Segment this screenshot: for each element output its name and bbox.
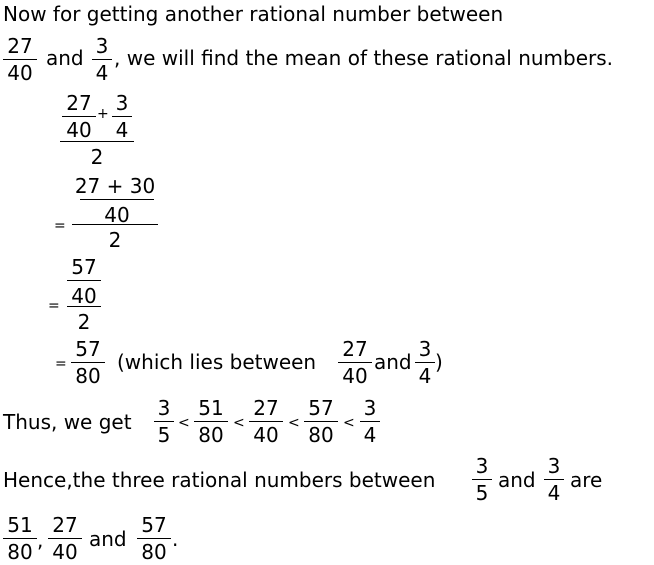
less-than: < <box>343 415 355 431</box>
paren-close: ) <box>435 350 443 374</box>
numerator: 3 <box>475 454 489 478</box>
fraction-bar <box>48 538 82 539</box>
main-fraction-bar <box>72 224 158 225</box>
fraction-bar <box>544 479 564 480</box>
fraction-57-80 <box>304 398 338 445</box>
equals-sign: = <box>48 298 60 314</box>
numerator: 3 <box>547 454 561 478</box>
inner-denominator: 40 <box>104 203 130 227</box>
numerator: 57 <box>308 396 334 420</box>
fraction-3-4 <box>360 398 380 445</box>
inner-denominator: 40 <box>71 284 97 308</box>
fraction-bar <box>360 421 380 422</box>
fraction-3-5 <box>154 398 174 445</box>
inner-fraction-bar <box>80 199 154 200</box>
are-word: are <box>570 468 603 492</box>
plus-sign: + <box>97 106 109 122</box>
denominator: 80 <box>198 423 224 447</box>
denominator: 4 <box>418 364 432 388</box>
numerator: 3 <box>418 337 432 361</box>
less-than: < <box>233 415 245 431</box>
fraction-27-40 <box>62 93 96 140</box>
numerator: 27 <box>342 337 368 361</box>
fraction-57-80 <box>137 515 171 562</box>
fraction-bar <box>3 538 37 539</box>
fraction-3-4 <box>112 93 132 140</box>
fraction-bar <box>338 362 372 363</box>
numerator: 3 <box>157 396 171 420</box>
main-fraction-bar <box>67 306 101 307</box>
inner-fraction-bar <box>67 280 101 281</box>
denominator: 40 <box>342 364 368 388</box>
numerator: 3 <box>363 396 377 420</box>
denominator-2: 2 <box>77 310 91 334</box>
fraction-3-4 <box>92 36 112 83</box>
fraction-51-80 <box>194 398 228 445</box>
denominator: 40 <box>7 61 33 85</box>
denominator: 4 <box>363 423 377 447</box>
fraction-27-40 <box>249 398 283 445</box>
comma: , <box>37 528 44 552</box>
numerator: 51 <box>7 513 33 537</box>
numerator: 3 <box>115 91 129 115</box>
numerator: 3 <box>95 34 109 58</box>
numerator-57: 57 <box>71 255 97 279</box>
fraction-bar <box>194 421 228 422</box>
equals-sign: = <box>55 356 67 372</box>
and-word: and <box>374 350 412 374</box>
numerator: 27 <box>253 396 279 420</box>
denominator: 80 <box>141 540 167 564</box>
numerator: 57 <box>141 513 167 537</box>
equals-sign: = <box>54 218 66 234</box>
denominator: 5 <box>157 423 171 447</box>
denominator: 4 <box>115 118 129 142</box>
denominator: 40 <box>66 118 92 142</box>
hence-text: Hence,the three rational numbers between <box>3 468 436 492</box>
denominator: 4 <box>95 61 109 85</box>
denominator: 40 <box>52 540 78 564</box>
intro-rest: , we will find the mean of these rational numbers. <box>114 46 614 70</box>
denominator: 5 <box>475 481 489 505</box>
and-word: and <box>46 46 84 70</box>
paren-text: (which lies between <box>117 350 317 374</box>
numerator-sum: 27 + 30 <box>74 174 156 198</box>
fraction-bar <box>62 116 96 117</box>
fraction-bar <box>154 421 174 422</box>
denominator-2: 2 <box>90 145 104 169</box>
denominator: 80 <box>75 364 101 388</box>
fraction-bar <box>112 116 132 117</box>
fraction-bar <box>249 421 283 422</box>
denominator: 80 <box>7 540 33 564</box>
and-word: and <box>89 527 127 551</box>
fraction-51-80 <box>3 515 37 562</box>
denominator-2: 2 <box>108 228 122 252</box>
less-than: < <box>178 415 190 431</box>
fraction-27-40 <box>338 339 372 386</box>
fraction-bar <box>92 59 112 60</box>
fraction-3-4 <box>415 339 435 386</box>
numerator: 27 <box>66 91 92 115</box>
fraction-bar <box>137 538 171 539</box>
fraction-57-80 <box>71 339 105 386</box>
denominator: 40 <box>253 423 279 447</box>
period: . <box>172 527 179 551</box>
numerator: 27 <box>52 513 78 537</box>
numerator: 57 <box>75 337 101 361</box>
and-word: and <box>498 468 536 492</box>
fraction-bar <box>3 59 37 60</box>
denominator: 80 <box>308 423 334 447</box>
numerator: 27 <box>7 34 33 58</box>
fraction-bar <box>472 479 492 480</box>
less-than: < <box>288 415 300 431</box>
fraction-27-40 <box>3 36 37 83</box>
fraction-3-4 <box>544 456 564 503</box>
fraction-27-40 <box>48 515 82 562</box>
fraction-bar <box>415 362 435 363</box>
main-fraction-bar <box>60 141 134 142</box>
denominator: 4 <box>547 481 561 505</box>
fraction-bar <box>71 362 105 363</box>
fraction-bar <box>304 421 338 422</box>
thus-label: Thus, we get <box>3 410 132 434</box>
intro-line: Now for getting another rational number between <box>3 2 504 26</box>
numerator: 51 <box>198 396 224 420</box>
fraction-3-5 <box>472 456 492 503</box>
